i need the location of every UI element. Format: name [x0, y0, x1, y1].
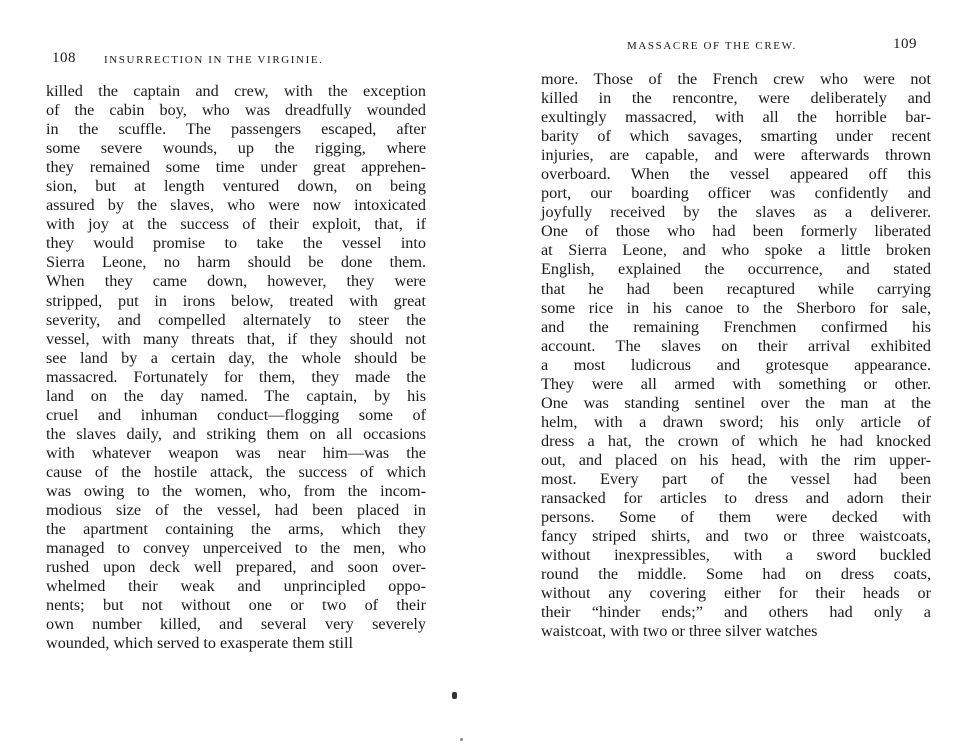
text-line: without inexpressibles, with a sword buckled — [541, 546, 931, 565]
text-line: severity, and compelled alternately to steer the — [46, 310, 426, 329]
text-line: whelmed their weak and unprincipled oppo- — [46, 577, 426, 596]
text-line: some severe wounds, up the rigging, where — [46, 139, 426, 158]
text-line: the slaves daily, and striking them on all occasions — [46, 424, 426, 443]
text-line: nents; but not without one or two of their — [46, 596, 426, 615]
text-line: their “hinder ends;” and others had only a — [541, 603, 931, 622]
left-page — [46, 50, 426, 653]
text-line: that he had been recaptured while carrying — [541, 279, 931, 298]
text-line: persons. Some of them were decked with — [541, 508, 931, 527]
text-line: most. Every part of the vessel had been — [541, 469, 931, 488]
text-line: helm, with a drawn sword; his only article of — [541, 412, 931, 431]
text-line: dress a hat, the crown of which he had knocked — [541, 431, 931, 450]
text-line: exultingly massacred, with all the horrible bar- — [541, 108, 931, 127]
text-line: round the middle. Some had on dress coats, — [541, 565, 931, 584]
right-running-head — [541, 36, 931, 58]
text-line: they remained some time under great apprehen- — [46, 158, 426, 177]
right-page — [541, 36, 931, 641]
text-line: land on the day named. The captain, by his — [46, 386, 426, 405]
left-body-text — [46, 82, 426, 653]
text-line: ransacked for articles to dress and adorn their — [541, 489, 931, 508]
text-line: managed to convey unperceived to the men, who — [46, 539, 426, 558]
text-line: with joy at the success of their exploit, that, if — [46, 215, 426, 234]
text-line: of the cabin boy, who was dreadfully wounded — [46, 101, 426, 120]
right-body-text — [541, 70, 931, 641]
text-line: port, our boarding officer was confidently and — [541, 184, 931, 203]
right-page-number: 109 — [893, 36, 917, 52]
text-line: waistcoat, with two or three silver watches — [541, 622, 818, 641]
text-line: without any covering either for their heads or — [541, 584, 931, 603]
right-running-title: MASSACRE OF THE CREW. — [627, 40, 797, 52]
text-line: massacred. Fortunately for them, they made the — [46, 367, 426, 386]
text-line: a most ludicrous and grotesque appearance. — [541, 355, 931, 374]
text-line: cruel and inhuman conduct—flogging some of — [46, 405, 426, 424]
text-line: with whatever weapon was near him—was the — [46, 443, 426, 462]
text-line: was owing to the women, who, from the incom- — [46, 481, 426, 500]
text-line: account. The slaves on their arrival exhibited — [541, 336, 931, 355]
text-line: cause of the hostile attack, the success of which — [46, 462, 426, 481]
text-line: injuries, are capable, and were afterwards thrown — [541, 146, 931, 165]
text-line: the apartment containing the arms, which they — [46, 520, 426, 539]
text-line: Sierra Leone, no harm should be done them. — [46, 253, 426, 272]
text-line: overboard. When the vessel appeared off this — [541, 165, 931, 184]
text-line: sion, but at length ventured down, on being — [46, 177, 426, 196]
text-line: at Sierra Leone, and who spoke a little broken — [541, 241, 931, 260]
ink-dot — [460, 738, 463, 741]
left-running-head — [46, 50, 426, 72]
text-line: barity of which savages, smarting under recent — [541, 127, 931, 146]
text-line: in the scuffle. The passengers escaped, after — [46, 120, 426, 139]
text-line: rushed upon deck well prepared, and soon over- — [46, 558, 426, 577]
text-line: One was standing sentinel over the man at the — [541, 393, 931, 412]
left-running-title: INSURRECTION IN THE VIRGINIE. — [104, 54, 324, 66]
text-line: they would promise to take the vessel into — [46, 234, 426, 253]
text-line: English, explained the occurrence, and stated — [541, 260, 931, 279]
text-line: fancy striped shirts, and two or three waistcoats, — [541, 527, 931, 546]
text-line: They were all armed with something or other. — [541, 374, 931, 393]
left-page-number: 108 — [52, 50, 76, 66]
text-line: killed in the rencontre, were deliberately and — [541, 89, 931, 108]
text-line: stripped, put in irons below, treated with great — [46, 291, 426, 310]
text-line: own number killed, and several very severely — [46, 615, 426, 634]
text-line: out, and placed on his head, with the rim upper- — [541, 450, 931, 469]
text-line: joyfully received by the slaves as a deliverer. — [541, 203, 931, 222]
text-line: assured by the slaves, who were now intoxicated — [46, 196, 426, 215]
text-line: see land by a certain day, the whole should be — [46, 348, 426, 367]
text-line: wounded, which served to exasperate them still — [46, 634, 354, 653]
text-line: more. Those of the French crew who were not — [541, 70, 931, 88]
text-line: vessel, with many threats that, if they should not — [46, 329, 426, 348]
text-line: When they came down, however, they were — [46, 272, 426, 291]
text-line: One of those who had been formerly liberated — [541, 222, 931, 241]
text-line: killed the captain and crew, with the exception — [46, 82, 426, 100]
text-line: modious size of the vessel, had been placed in — [46, 501, 426, 520]
text-line: and the remaining Frenchmen confirmed his — [541, 317, 931, 336]
text-line: some rice in his canoe to the Sherboro for sale, — [541, 298, 931, 317]
ink-speck — [452, 692, 457, 699]
